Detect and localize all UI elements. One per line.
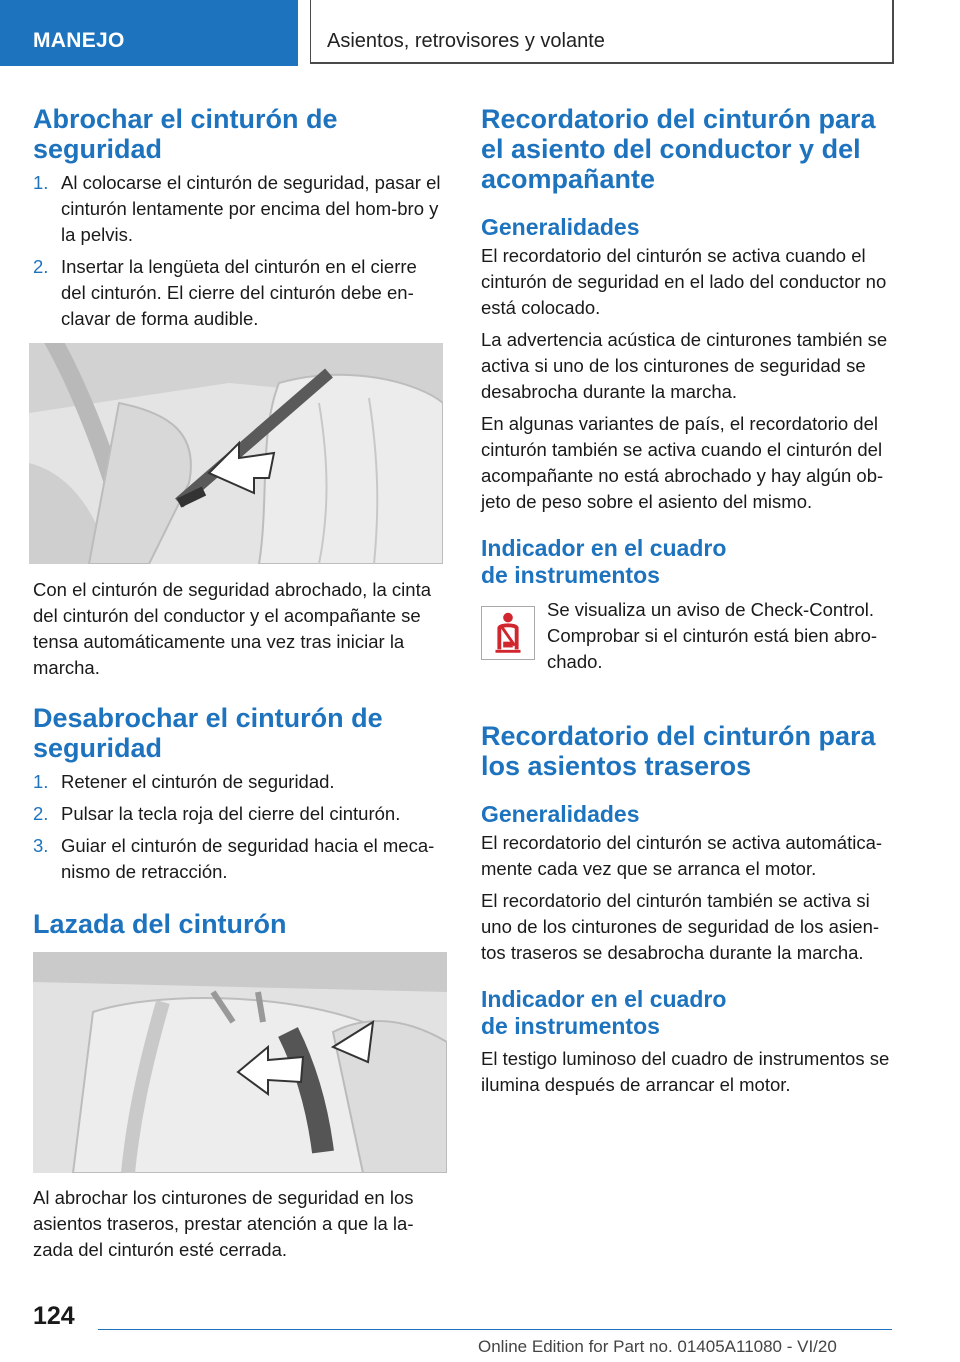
- paragraph: En algunas variantes de país, el recordatorio del cinturón también se activa cuando el cinturón del acompañante no está abrochado y hay algún ob-jeto de peso sobre el asiento del mismo.: [481, 413, 884, 512]
- footer-rule: [98, 1329, 892, 1330]
- figure-front-seat-belt: [29, 343, 443, 564]
- chapter-label: Asientos, retrovisores y volante: [327, 30, 605, 52]
- page-number: 124: [33, 1302, 75, 1330]
- step-item: [33, 170, 443, 248]
- seatbelt-warning-icon: [481, 606, 535, 660]
- left-column-top: [33, 104, 443, 332]
- paragraph: Al abrochar los cinturones de seguridad en los asientos traseros, prestar atención a que la la-zada del cinturón esté cerrada.: [33, 1187, 414, 1260]
- paragraph: El testigo luminoso del cuadro de instrumentos se ilumina después de arrancar el motor.: [481, 1048, 890, 1095]
- step-text: Al colocarse el cinturón de seguridad, pasar el cinturón lentamente por encima del hom-bro y la pelvis.: [61, 172, 441, 245]
- heading-fasten-belt: Abrochar el cinturón de seguridad: [33, 104, 338, 164]
- edition-note: Online Edition for Part no. 01405A11080 - VI/20: [478, 1337, 837, 1356]
- chapter-tab: [310, 0, 894, 64]
- subheading-general: Generalidades: [481, 214, 640, 240]
- step-text: Guiar el cinturón de seguridad hacia el meca-nismo de retracción.: [61, 835, 435, 882]
- step-item: [33, 801, 443, 827]
- step-item: [33, 833, 443, 885]
- step-number: 1.: [33, 172, 49, 193]
- rear-seat-illustration: [33, 952, 447, 1173]
- step-item: [33, 254, 443, 332]
- paragraph: La advertencia acústica de cinturones también se activa si uno de los cinturones de seguridad se desabrocha durante la marcha.: [481, 329, 888, 402]
- paragraph: El recordatorio del cinturón se activa cuando el cinturón de seguridad en el lado del conductor no está colocado.: [481, 245, 887, 318]
- heading-belt-loop: Lazada del cinturón: [33, 909, 287, 939]
- step-number: 3.: [33, 835, 49, 856]
- section-label: MANEJO: [33, 29, 125, 52]
- figure-rear-belt-loop: [33, 952, 447, 1173]
- step-text: Pulsar la tecla roja del cierre del cinturón.: [61, 803, 401, 824]
- subheading-instrument-cluster: Indicador en el cuadro de instrumentos: [481, 535, 727, 588]
- step-text: Insertar la lengüeta del cinturón en el cierre del cinturón. El cierre del cinturón debe en-clavar de forma audible.: [61, 256, 417, 329]
- left-column-middle: [33, 577, 443, 939]
- heading-rear-reminder: Recordatorio del cinturón para los asientos traseros: [481, 721, 876, 781]
- indicator-row: [481, 599, 895, 681]
- section-tab: [0, 0, 298, 66]
- paragraph: Con el cinturón de seguridad abrochado, la cinta del cinturón del conductor y el acompañante se tensa automáticamente una vez tras iniciar la marcha.: [33, 579, 432, 678]
- left-column-bottom: [33, 1185, 443, 1263]
- heading-unfasten-belt: Desabrochar el cinturón de seguridad: [33, 703, 383, 763]
- paragraph: El recordatorio del cinturón se activa automática-mente cada vez que se arranca el motor.: [481, 832, 883, 879]
- indicator-text: Se visualiza un aviso de Check-Control. Comprobar si el cinturón está bien abro-chado.: [547, 599, 878, 672]
- step-item: [33, 769, 443, 795]
- step-text: Retener el cinturón de seguridad.: [61, 771, 335, 792]
- step-number: 2.: [33, 256, 49, 277]
- step-number: 2.: [33, 803, 49, 824]
- subheading-instrument-cluster: Indicador en el cuadro de instrumentos: [481, 986, 727, 1039]
- heading-driver-reminder: Recordatorio del cinturón para el asiento del conductor y del acompañante: [481, 104, 876, 194]
- front-seat-illustration: [29, 343, 443, 564]
- seatbelt-warning-glyph: [482, 607, 534, 659]
- subheading-general: Generalidades: [481, 801, 640, 827]
- step-number: 1.: [33, 771, 49, 792]
- right-column: [481, 104, 895, 1098]
- paragraph: El recordatorio del cinturón también se activa si uno de los cinturones de seguridad de los asien-tos traseros se desabrocha durante la marcha.: [481, 890, 880, 963]
